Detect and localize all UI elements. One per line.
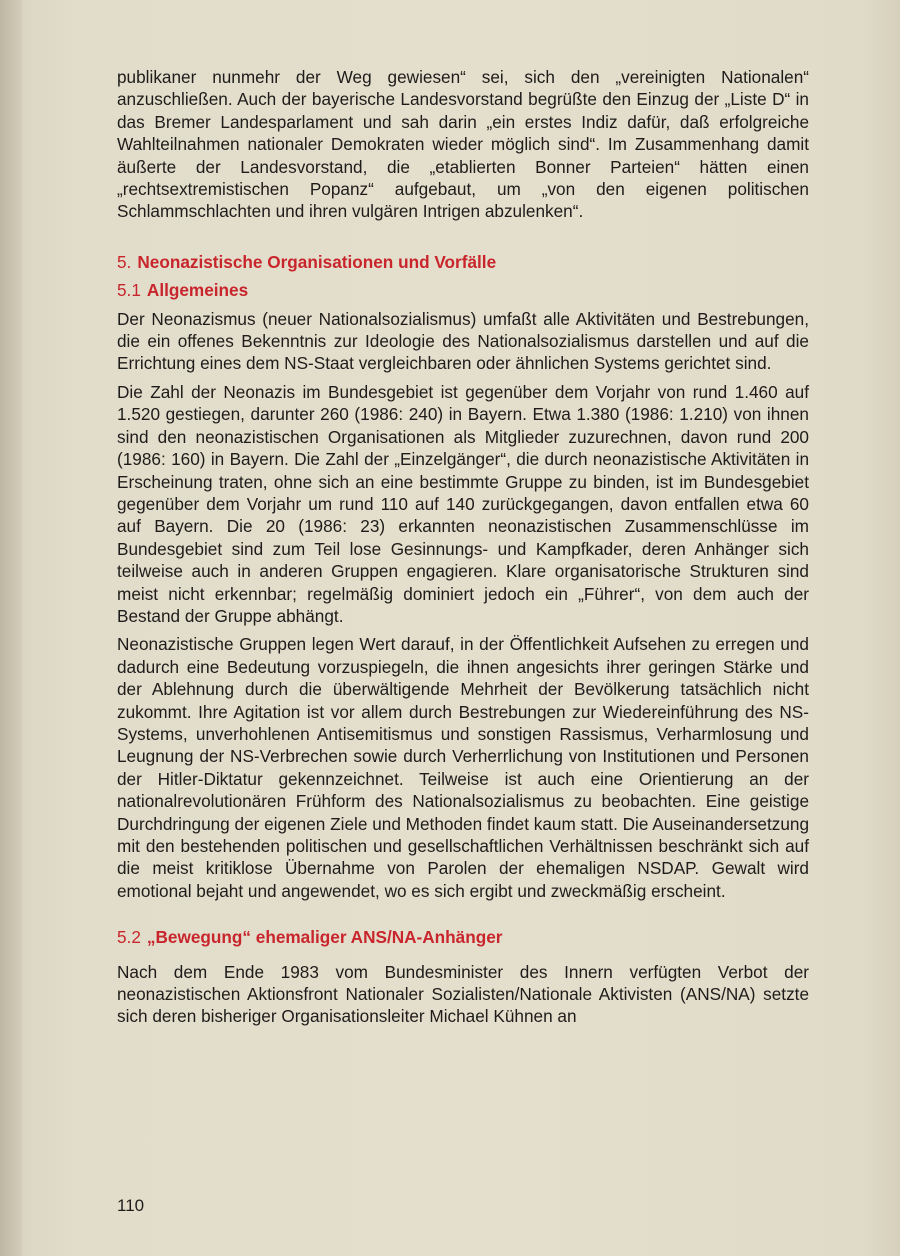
page-content (117, 66, 809, 1028)
section-5-1-paragraph-2: Die Zahl der Neonazis im Bundesgebiet ist gegenüber dem Vorjahr von rund 1.460 auf 1.520 gestiegen, darunter 260 (1986: 240) in Bayern. Etwa 1.380 (1986: 1.210) von ihnen sind den neonazistischen Organisationen als Mitglieder zuzurechnen, davon rund 200 (1986: 160) in Bayern. Die Zahl der „Einzelgänger“, die durch neonazistische Aktivitäten in Erscheinung traten, ohne sich an eine bestimmte Gruppe zu binden, ist im Bundesgebiet gegenüber dem Vorjahr um rund 110 auf 140 zurückgegangen, davon entfallen etwa 60 auf Bayern. Die 20 (1986: 23) erkannten neonazistischen Zusammenschlüsse im Bundesgebiet sind zum Teil lose Gesinnungs- und Kampfkader, deren Anhänger sich teilweise auch in anderen Gruppen engagieren. Klare organisatorische Strukturen sind meist nicht erkennbar; regelmäßig dominiert jedoch ein „Führer“, von dem auch der Bestand der Gruppe abhängt. (117, 381, 809, 626)
binding-shadow (0, 0, 22, 1256)
section-5-2-number: 5.2 (117, 927, 141, 948)
page-number: 110 (117, 1196, 145, 1215)
section-5-1-heading (117, 279, 809, 301)
section-5-1-paragraph-1: Der Neonazismus (neuer Nationalsozialismus) umfaßt alle Aktivitäten und Bestrebungen, die ein offenes Bekenntnis zur Ideologie des Nationalsozialismus darstellen und auf die Errichtung eines dem NS-Staat vergleichbaren oder ähnlichen Systems gerichtet sind. (117, 308, 809, 374)
section-5-2-heading (117, 926, 809, 948)
section-5-title: Neonazistische Organisationen und Vorfälle (137, 251, 497, 272)
section-5-1-number: 5.1 (117, 280, 141, 301)
intro-paragraph: publikaner nunmehr der Weg gewiesen“ sei, sich den „vereinigten Nationalen“ anzuschließen. Auch der bayerische Landesvorstand begrüßte den Einzug der „Liste D“ in das Bremer Landesparlament und sah darin „ein erstes Indiz dafür, daß erfolgreiche Wahlteilnahmen nationaler Demokraten wieder möglich sind“. Im Zusammenhang damit äußerte der Landesvorstand, die „etablierten Bonner Parteien“ hätten einen „rechtsextremistischen Popanz“ aufgebaut, um „von den eigenen politischen Schlammschlachten und ihren vulgären Intrigen abzulenken“. (117, 67, 809, 222)
section-5-2-title: „Bewegung“ ehemaliger ANS/NA-Anhänger (146, 927, 503, 948)
section-5-1-paragraph-3: Neonazistische Gruppen legen Wert darauf, in der Öffentlichkeit Aufsehen zu erregen und dadurch eine Bedeutung vorzuspiegeln, die ihnen angesichts ihrer geringen Stärke und der Ablehnung durch die überwältigende Mehrheit der Bevölkerung tatsächlich nicht zukommt. Ihre Agitation ist vor allem durch Bestrebungen zur Wiedereinführung des NS-Systems, unverhohlenen Antisemitismus und sonstigen Rassismus, Verharmlosung und Leugnung der NS-Verbrechen sowie durch Verherrlichung von Institutionen und Personen der Hitler-Diktatur gekennzeichnet. Teilweise ist auch eine Orientierung an der nationalrevolutionären Frühform des Nationalsozialismus zu beobachten. Eine geistige Durchdringung der eigenen Ziele und Methoden findet kaum statt. Die Auseinandersetzung mit den bestehenden politischen und gesellschaftlichen Verhältnissen beschränkt sich auf die meist kritiklose Übernahme von Parolen der ehemaligen NSDAP. Gewalt wird emotional bejaht und angewendet, wo es sich ergibt und zweckmäßig erscheint. (117, 634, 809, 901)
section-5-2-paragraph: Nach dem Ende 1983 vom Bundesminister des Innern verfügten Verbot der neonazistischen Aktionsfront Nationaler Sozialisten/Nationale Aktivisten (ANS/NA) setzte sich deren bisheriger Organisationsleiter Michael Kühnen an (117, 961, 809, 1027)
section-5-number: 5. (117, 251, 132, 272)
section-5-heading (117, 251, 809, 273)
section-5-1-title: Allgemeines (146, 280, 249, 301)
